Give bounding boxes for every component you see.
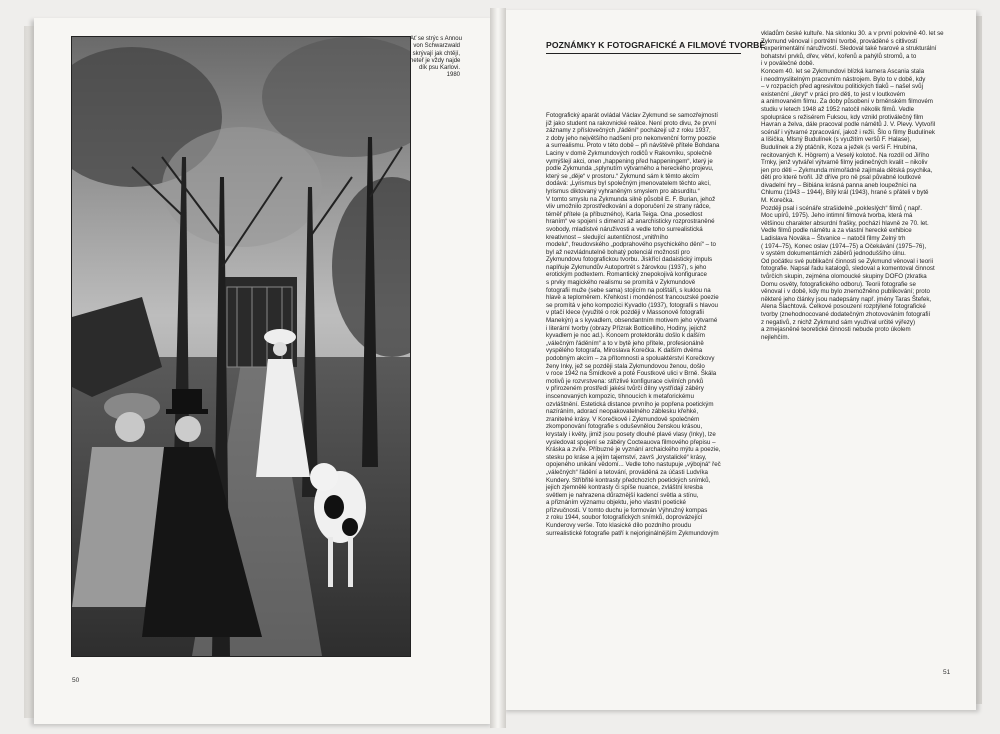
dog-leg xyxy=(328,537,333,587)
text-line: podle Zykmunda „splynutím výtvarného a hereckého projevu, xyxy=(546,165,714,173)
text-line: modelu“, freudovského „podprahového psychického dění“ – to xyxy=(546,241,716,249)
text-line: i neodmyslitelným pracovním nástrojem. Bylo to v době, kdy xyxy=(761,75,926,83)
text-line: ( 1974–75), Konec oslav (1974–75) a Očekávání (1975–76), xyxy=(761,242,927,250)
text-line: Kundery. Stříbřité kontrasty předchozích poetických snímků, xyxy=(546,476,711,484)
text-line: V tomto smyslu na Zykmunda silně působil E. F. Burian, jehož xyxy=(546,195,716,203)
text-line: M. Korečka. xyxy=(761,197,795,205)
text-line: tvůrčích skupin, zejména olomoucké skupiny DOFO (zkratka xyxy=(761,273,927,280)
text-line: Chlumu (1943 – 1944), Bílý král (1943), hrané s přáteli v bytě xyxy=(761,189,929,197)
text-line: recitovaných K. Högrem) a Veselý kolotoč. Na rozdíl od Jiřího xyxy=(761,151,930,159)
text-line: Koncem 40. let se Zykmundovi blízká kamera Ascania stala xyxy=(761,67,925,75)
text-line: dodává: „Lyrismus byl společným jmenovatelem těchto akcí, xyxy=(546,180,711,188)
text-line: přízvučnosti. V tomto duchu je formován Výhružný kompas xyxy=(546,506,708,514)
text-line: ženy Inky, jež se později stala Zykmundovou ženou, došlo xyxy=(546,362,705,370)
text-line: lyrismus diktovaný vyhraněným smyslem pro absurditu.“ xyxy=(546,187,700,195)
text-line: i experimentální náruživostí. Sledoval také tvarové a strukturální xyxy=(761,45,937,53)
text-line: erotickým podtextem. Romantický znepokojivá konfigurace xyxy=(546,271,707,279)
top-hat xyxy=(172,389,202,411)
man-head xyxy=(115,412,145,442)
text-line: krystaly i květy, jimiž jsou posety dlouhé plavé vlasy (Inky), lze xyxy=(546,430,716,438)
heading-rule xyxy=(546,53,741,54)
caption-line: neteř je vždy najde xyxy=(410,57,461,64)
text-line: a přiznáním významu objektu, jeho vlastní poetické xyxy=(546,499,686,507)
gate xyxy=(222,277,297,367)
woman-head xyxy=(175,416,201,442)
text-line: Kunderovy verše. Toto klasické dílo pozdního proudu xyxy=(546,522,692,530)
text-line: stesku po kráse a jejím tajemství, završ „krystalické“ krásy, xyxy=(546,453,707,461)
text-line: byl až nezvládnutelně bohatý potenciál možností pro xyxy=(546,248,690,256)
text-line: surrealistické fotografie patří k nejoriginálnějším Zykmundovým xyxy=(546,529,719,537)
text-line: se promítá v jeho kompozici Kyvadlo (1937), fotografii s hlavou xyxy=(546,301,718,309)
text-line: zkomponování fotografie s oduševnělou ženskou krásou, xyxy=(546,423,703,431)
dog-head xyxy=(310,463,338,491)
text-line: i v poválečné době. xyxy=(761,60,815,68)
text-line: většinou charakter absurdní frašky, pochází hlavně ze 70. let. xyxy=(761,219,929,227)
text-line: Moc upírů, 1975). Jeho intimní filmová tvorba, která má xyxy=(761,212,913,220)
text-line: z roku 1944, soubor fotografických snímků, doprovázející xyxy=(546,514,703,522)
text-line: Fotografický aparát ovládal Václav Zykmund se samozřejmostí xyxy=(546,112,718,119)
text-line: věnoval i v době, kdy mu bylo znemožněno publikování; proto xyxy=(761,288,930,296)
text-line: Zykmundovu fotografickou tvorbu. Jiskřící dadaistický impuls xyxy=(546,256,713,264)
text-line: opojeného unikání vědomí... Vedle toho nastupuje „výbojná“ řeč xyxy=(546,461,721,469)
text-column-right xyxy=(761,30,944,341)
text-line: Kráska a zvíře. Příbuzné je vyznání archaického mýtu a poezie, xyxy=(546,446,721,454)
text-line: Havran a želva, dále pracoval podle námětů J. V. Plevy. Vytvořil xyxy=(761,121,936,129)
text-line: nejlehčím. xyxy=(761,333,790,341)
text-line: téměř přítele (a příbuzného), Karla Teiga. Ona „posedlost xyxy=(546,210,703,218)
text-line: tvorby (znehodnocované dodatečným zhotovováním fotografií xyxy=(761,310,931,318)
text-line: z negativů, z nichž Zykmund sám využíval určité výřezy) xyxy=(761,318,916,326)
figures-in-garden-icon xyxy=(72,37,410,656)
text-line: kyvadlem je noc ad.). Koncem protektorátu došlo k dalším xyxy=(546,332,705,340)
text-line: „válečným řáděním“ a to v bytě jeho přítele, profesionálně xyxy=(546,339,704,347)
text-line: Domu osvěty, fotografického odboru). Teorii fotografie se xyxy=(761,280,916,288)
text-line: hraním“ ve spojení s dimenzí až anarchisticky rozprostraněné xyxy=(546,218,715,226)
text-line: z doby jeho největšího nadšení pro nekonvenční formy poezie xyxy=(546,134,716,142)
dog-spot xyxy=(324,495,344,519)
dog-leg xyxy=(348,537,353,587)
text-line: v systém dokumentárních záběrů jednoduššího úlnu. xyxy=(761,250,906,258)
text-line: Budulínek a žlý ptáčník, Koza a ježek (s verši F. Hrubína, xyxy=(761,143,918,151)
text-line: bohatství prvků, dřev, větví, kořenů a pahýlů stromů, a to xyxy=(761,52,917,60)
text-line: a lišička, Mlsný Budulínek (s využitím veršů F. Halase), xyxy=(761,136,912,144)
text-line: vliv umožnilo zprostředkování a doporučení ze strany rádce, xyxy=(546,203,711,211)
page-number-right: 51 xyxy=(943,669,951,676)
text-line: Zykmund věnoval i portrétní tvorbě, prováděné s citlivostí xyxy=(761,37,918,45)
top-hat-brim xyxy=(166,409,208,414)
text-line: světlem je nahrazena důraznější kadencí světla a stínu, xyxy=(546,491,699,499)
text-line: který se „děje“ v prostoru.“ Zykmund sám k těmto akcím xyxy=(546,172,700,180)
garden-scene-photo xyxy=(71,36,411,657)
caption-line: Ať se strýc s Annou xyxy=(410,36,462,42)
text-line: podobným akcím – za přítomnosti a spoluaktérství Korečkovy xyxy=(546,355,715,362)
text-line: a zmejasněné teoretické činnosti nebude proto úkolem xyxy=(761,326,911,334)
text-line: existenční „úkryt“ v práci pro děti, to jest v loutkovém xyxy=(761,90,906,98)
text-line: vysledovat spojení se záběry Cocteauova filmového přepisu – xyxy=(546,438,716,446)
text-line: – v rozpacích před agresivitou politických tlaků – našel svůj xyxy=(761,83,923,91)
text-line: v přirozeném prostředí jakési tvůrčí dílny vystřídají záběry xyxy=(546,385,704,393)
text-line: studiu v letech 1948 až 1952 natočil několik filmů. Vedle xyxy=(761,105,915,113)
text-line: zranitelné krásy. V Korečkově i Zykmundově společném xyxy=(546,415,700,423)
caption-line: 1980 xyxy=(446,72,460,79)
text-line: Později psal i scénáře strašidelně „pokleslých“ filmů ( např. xyxy=(761,204,922,212)
text-line: Trnky, jenž vytvářel výtvarně filmy jedinečných kvalit – nikoliv xyxy=(761,159,928,167)
text-line: v roce 1942 na Šmídkově a poté Foustkové ulici v Brně. Škála xyxy=(546,370,717,378)
text-line: i literární tvorby (obrazy Přízrak Botticelliho, Hodiny, jejichž xyxy=(546,324,707,332)
text-line: Vedle filmů podle námětu a za vlastní herecké exhibice xyxy=(761,227,912,235)
text-line: divadelní hry – Bibiána krásná panna aneb loupežníci na xyxy=(761,181,917,189)
text-line: inscenovaných kompozic, tíhnoucích k metaforickému xyxy=(546,392,694,400)
caption-line: von Schwarzwald xyxy=(413,43,460,50)
text-line: a animovaném filmu. Za doby působení v brněnském filmovém xyxy=(761,98,933,106)
article-heading: POZNÁMKY K FOTOGRAFICKÉ A FILMOVÉ TVORBĚ xyxy=(546,40,766,50)
text-line: nazíráním, adorací neopakovatelného záblesku křehké, xyxy=(546,408,699,416)
text-line: některé jeho články jsou nadepsány např. jmény Taras Štefek, xyxy=(761,295,932,303)
text-line: ozvláštnění. Estetická distance prvního je popřena poetickým xyxy=(546,400,714,408)
text-column-left xyxy=(546,112,721,537)
text-line: jejich zjemnělé kontrasty či spíše nuance, zvláštní kresba xyxy=(546,484,703,492)
caption-line: dík psu Karlovi. xyxy=(418,65,460,72)
text-line: motivů je rozvrstvena: střízlivé konfigurace civilních prvků xyxy=(546,377,704,385)
dog-spot xyxy=(342,518,358,536)
text-line: Ladislava Nováka – Štvanice – natočil filmy Zelný trh xyxy=(761,235,906,243)
text-line: záznamy z příslovečných „řádění“ pocházejí už z roku 1937, xyxy=(546,127,711,135)
text-line: vyspělého fotografa, Miroslava Korečka. K dalším dvěma xyxy=(546,347,703,355)
text-line: svobody, mladistvé náruživosti a vedle toho surrealistická xyxy=(546,225,703,233)
text-line: fotografii muže (sebe sama) stojícím na polštáři, s kuklou na xyxy=(546,286,711,294)
text-line: Alena Šlachtová. Celkové posouzení rozptýlené fotografické xyxy=(761,303,926,311)
book-gutter xyxy=(490,8,506,728)
page-number-left: 50 xyxy=(72,677,80,684)
text-line: Manekýn) a s kyvadlem, obsendantním motivem jeho výtvarné xyxy=(546,317,718,325)
text-line: fotografie. Napsal řadu katalogů, sledoval a komentoval činnost xyxy=(761,265,935,273)
text-line: Od počátku své publikační činnosti se Zykmund věnoval i teorii xyxy=(761,257,933,265)
caption-line: skrývají jak chtějí, xyxy=(412,50,460,57)
text-line: již jako student na rakovnické reálce. Není proto divu, že první xyxy=(546,119,717,127)
text-line: vymýšlejí akci, onen „happening před happeningem“, který je xyxy=(546,157,713,165)
text-line: hlavě a teploměrem. Křehkost i mondénost francouzské poezie xyxy=(546,294,719,302)
text-line: naplňuje Zykmundův Autoportrét s žárovkou (1937), s jeho xyxy=(546,263,707,271)
photo-caption xyxy=(410,36,460,80)
text-line: scénář i výtvarné zpracování, jakož i režii. Šlo o filmy Budulínek xyxy=(761,128,936,136)
text-line: vkladům české kultuře. Na sklonku 30. a v první polovině 40. let se xyxy=(761,30,944,37)
text-line: s prvky magického realismu se promítá v Zykmundově xyxy=(546,279,696,287)
text-line: Laciny v domě Zykmundových rodičů v Rakovníku, společně xyxy=(546,149,712,157)
text-line: kreativnost – sledující autentičnost „vnitřního xyxy=(546,233,669,241)
text-line: děti pro které tvořil. Již dříve pro ně psal půvabné loutkové xyxy=(761,174,921,182)
woman-head xyxy=(273,342,287,356)
text-line: a surrealismu. Proto v této době – při návštěvě přítele Bohdana xyxy=(546,142,720,150)
text-line: v ptačí klece (využité o rok později v Massonově fotografii xyxy=(546,309,704,317)
text-line: „válečných“ řádění a tetování, prováděná za účasti Ludvíka xyxy=(546,468,709,476)
text-line: spolupráce s režisérem Fuksou, kdy vznikl protiválečný film xyxy=(761,113,924,121)
text-line: jen pro děti – Zykmunda mimořádně zajímala dětská psychika, xyxy=(761,166,933,174)
